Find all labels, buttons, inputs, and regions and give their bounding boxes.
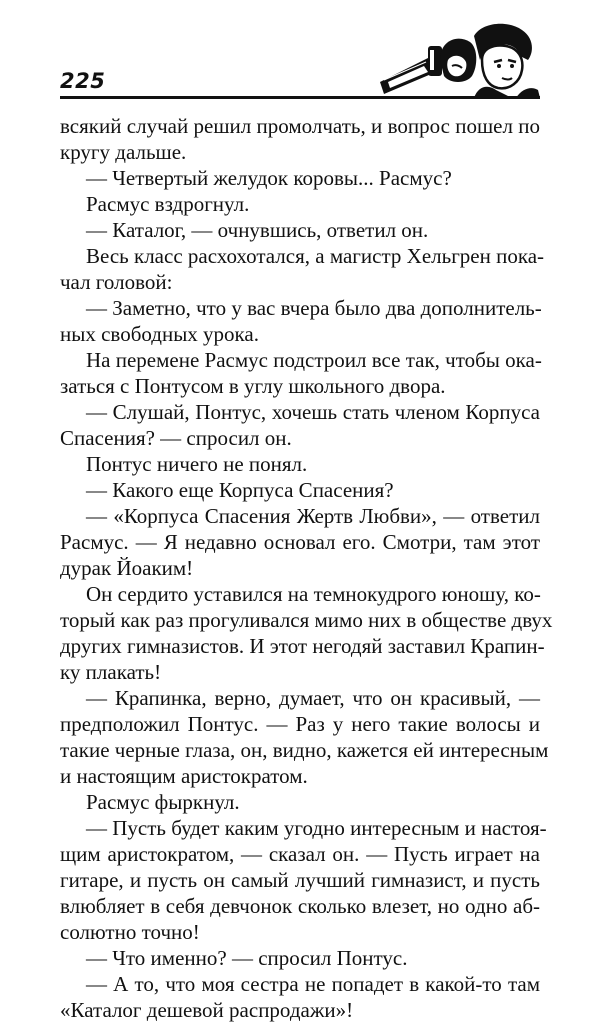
text-line: — Крапинка, верно, думает, что он красивый, — [86, 686, 540, 710]
text-line: Весь класс расхохотался, а магистр Хельгрен пока- [86, 244, 545, 268]
text-line: солютно точно! [60, 920, 200, 944]
page-number: 225 [60, 69, 106, 93]
text-line: — Каталог, — очнувшись, ответил он. [86, 218, 429, 242]
text-line: торый как раз прогуливался мимо них в обществе двух [60, 608, 553, 632]
page-header [60, 20, 540, 100]
header-illustration [378, 20, 540, 98]
text-line: Он сердито уставился на темнокудрого юношу, ко- [86, 582, 541, 606]
text-line: На перемене Расмус подстроил все так, чтобы ока- [86, 348, 542, 372]
text-body [60, 113, 553, 1023]
text-line: «Каталог дешевой распродажи»! [60, 998, 354, 1022]
text-line: — А то, что моя сестра не попадет в какой-то там [86, 972, 540, 996]
text-line: дурак Йоаким! [60, 556, 194, 580]
text-line: ных свободных урока. [60, 322, 260, 346]
text-line: предположил Понтус. — Раз у него такие волосы и [60, 712, 540, 736]
text-line: Спасения? — спросил он. [60, 426, 292, 450]
text-line: и настоящим аристократом. [60, 764, 308, 788]
text-line: — Какого еще Корпуса Спасения? [86, 478, 394, 502]
text-line: такие черные глаза, он, видно, кажется ей интересным [60, 738, 549, 762]
text-line: Расмус фыркнул. [86, 790, 240, 814]
text-line: Расмус вздрогнул. [86, 192, 250, 216]
text-line: всякий случай решил промолчать, и вопрос пошел по [60, 114, 540, 138]
text-line: ку плакать! [60, 660, 162, 684]
text-line: — Что именно? — спросил Понтус. [86, 946, 408, 970]
text-line: чал головой: [60, 270, 173, 294]
text-line: влюбляет в себя девчонок сколько влезет, но одно аб- [60, 894, 540, 918]
text-line: других гимназистов. И этот негодяй заставил Крапин- [60, 634, 545, 658]
text-line: — «Корпуса Спасения Жертв Любви», — ответил [86, 504, 540, 528]
text-line: щим аристократом, — сказал он. — Пусть играет на [60, 842, 540, 866]
text-line: Расмус. — Я недавно основал его. Смотри, там этот [60, 530, 540, 554]
text-line: заться с Понтусом в углу школьного двора. [60, 374, 446, 398]
text-line: гитаре, и пусть он самый лучший гимназист, и пусть [60, 868, 540, 892]
text-line: кругу дальше. [60, 140, 187, 164]
text-line: — Пусть будет каким угодно интересным и настоя- [86, 816, 547, 840]
text-line: Понтус ничего не понял. [86, 452, 308, 476]
header-rule [60, 96, 540, 99]
text-line: — Слушай, Понтус, хочешь стать членом Корпуса [86, 400, 540, 424]
text-line: — Заметно, что у вас вчера было два дополнитель- [86, 296, 542, 320]
text-line: — Четвертый желудок коровы... Расмус? [86, 166, 452, 190]
